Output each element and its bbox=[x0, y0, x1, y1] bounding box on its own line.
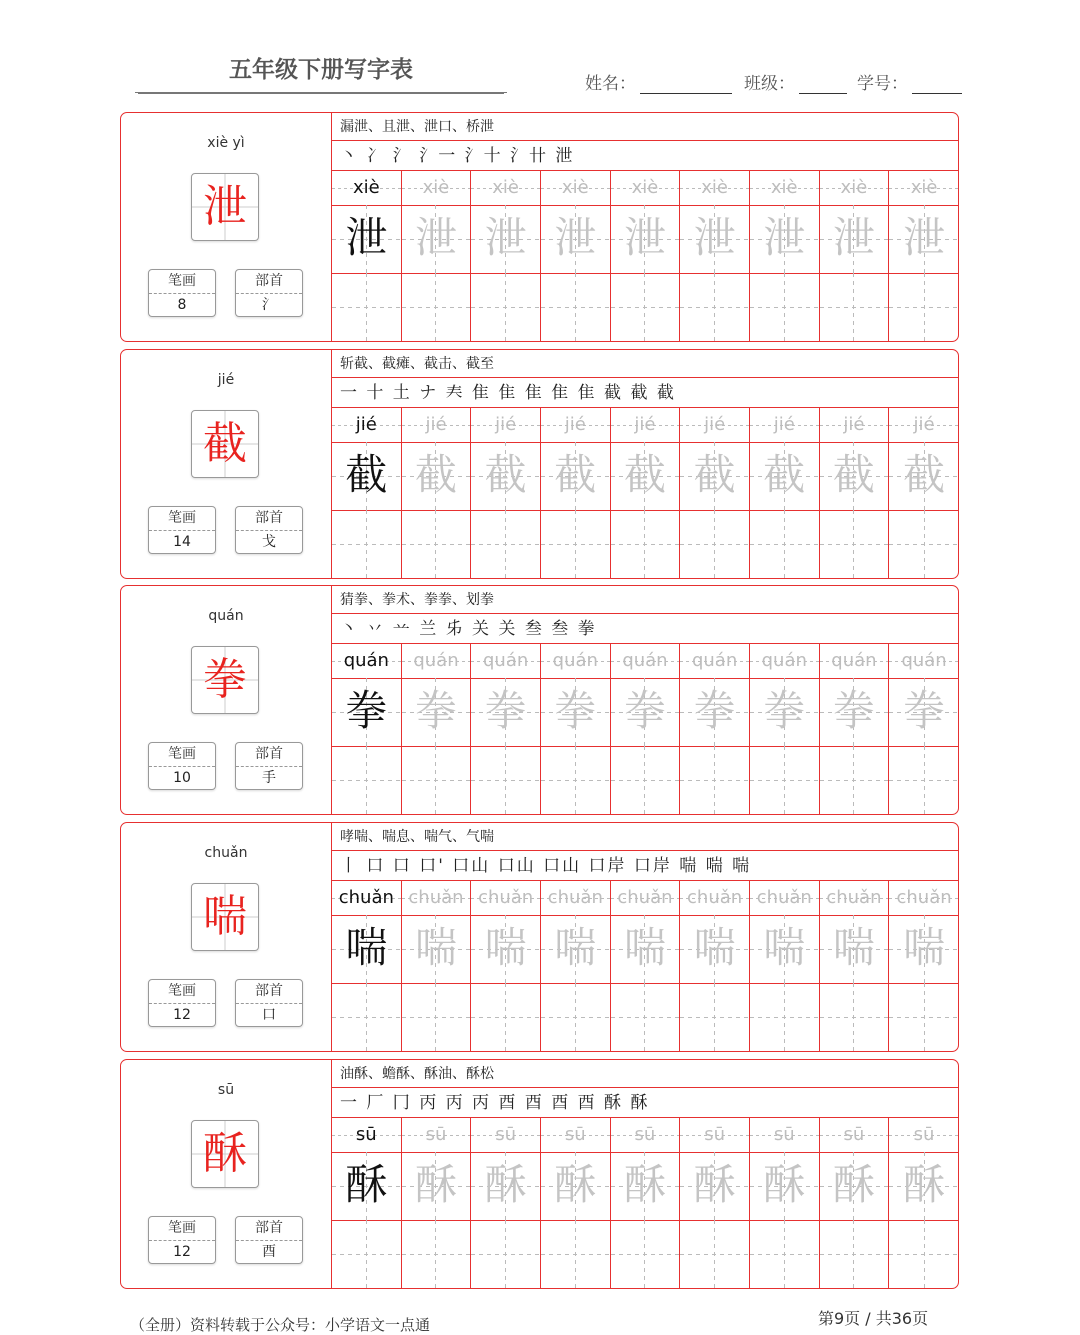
pinyin-cell[interactable]: jié bbox=[680, 408, 750, 442]
pinyin-cell[interactable]: sū bbox=[750, 1118, 820, 1152]
pinyin-cell[interactable]: chuǎn bbox=[750, 881, 820, 915]
blank-writing-cell[interactable] bbox=[820, 1220, 890, 1288]
trace-character-cell[interactable]: 酥 bbox=[820, 1152, 890, 1220]
trace-character-cell[interactable]: 拳 bbox=[402, 678, 472, 746]
blank-writing-cell[interactable] bbox=[611, 983, 681, 1051]
trace-character-cell[interactable]: 喘 bbox=[820, 915, 890, 983]
trace-character-cell[interactable]: 喘 bbox=[889, 915, 959, 983]
blank-writing-cell[interactable] bbox=[332, 746, 402, 814]
stroke-count-label: 笔画 bbox=[149, 1217, 215, 1241]
trace-character-cell[interactable]: 拳 bbox=[820, 678, 890, 746]
radical-box bbox=[235, 269, 303, 317]
pinyin-cell[interactable]: chuǎn bbox=[541, 881, 611, 915]
blank-writing-cell[interactable] bbox=[471, 1220, 541, 1288]
radical-value: 氵 bbox=[262, 297, 276, 313]
blank-writing-cell[interactable] bbox=[402, 983, 472, 1051]
blank-row bbox=[332, 510, 959, 578]
blank-writing-cell[interactable] bbox=[611, 273, 681, 341]
blank-writing-cell[interactable] bbox=[332, 273, 402, 341]
pinyin-cell[interactable]: quán bbox=[541, 644, 611, 678]
trace-character-cell[interactable]: 截 bbox=[680, 442, 750, 510]
featured-character: 酥 bbox=[191, 1120, 259, 1188]
pinyin-row bbox=[332, 171, 959, 206]
blank-writing-cell[interactable] bbox=[541, 746, 611, 814]
character-card bbox=[120, 822, 959, 1052]
trace-row bbox=[332, 1152, 959, 1221]
stroke-order: 一 十 土 ナ 𡗗 隹 隹 隹 隹 隹 截 截 截 bbox=[332, 378, 959, 408]
number-label: 学号： bbox=[857, 74, 908, 94]
featured-character: 截 bbox=[191, 410, 259, 478]
blank-writing-cell[interactable] bbox=[471, 510, 541, 578]
pinyin-cell[interactable]: quán bbox=[611, 644, 681, 678]
character-info-panel bbox=[121, 350, 331, 578]
radical-value: 口 bbox=[262, 1007, 276, 1023]
stroke-count-value: 8 bbox=[177, 297, 187, 313]
pinyin-row bbox=[332, 644, 959, 679]
trace-character-cell[interactable]: 喘 bbox=[402, 915, 472, 983]
blank-writing-cell[interactable] bbox=[680, 273, 750, 341]
class-label: 班级： bbox=[744, 74, 795, 94]
pinyin-cell[interactable]: xiè bbox=[750, 171, 820, 205]
radical-value: 戈 bbox=[262, 534, 276, 550]
blank-writing-cell[interactable] bbox=[680, 510, 750, 578]
stroke-count-label: 笔画 bbox=[149, 980, 215, 1004]
trace-character-cell[interactable]: 泄 bbox=[889, 205, 959, 273]
name-label: 姓名： bbox=[585, 74, 636, 94]
trace-character-cell[interactable]: 酥 bbox=[750, 1152, 820, 1220]
character-info-panel bbox=[121, 113, 331, 341]
pinyin-cell[interactable]: quán bbox=[402, 644, 472, 678]
radical-box bbox=[235, 979, 303, 1027]
trace-row bbox=[332, 442, 959, 511]
blank-writing-cell[interactable] bbox=[750, 273, 820, 341]
pinyin-cell[interactable]: chuǎn bbox=[332, 881, 402, 915]
footer-source: （全册）资料转载于公众号：小学语文一点通 bbox=[130, 1316, 431, 1334]
pinyin-cell[interactable]: sū bbox=[402, 1118, 472, 1152]
practice-grid-panel bbox=[331, 1060, 959, 1288]
character-card bbox=[120, 1059, 959, 1289]
pinyin-cell[interactable]: xiè bbox=[402, 171, 472, 205]
pinyin-cell[interactable]: chuǎn bbox=[889, 881, 959, 915]
character-pinyin: jié bbox=[217, 372, 235, 388]
stroke-count-box bbox=[148, 269, 216, 317]
stroke-order: 丨 口 口 口' 口山 口山 口山 口岸 口岸 喘 喘 喘 bbox=[332, 851, 959, 881]
class-field[interactable] bbox=[744, 66, 847, 94]
pinyin-cell[interactable]: jié bbox=[541, 408, 611, 442]
pinyin-cell[interactable]: quán bbox=[750, 644, 820, 678]
pinyin-cell[interactable]: chuǎn bbox=[820, 881, 890, 915]
model-character-cell[interactable]: 拳 bbox=[332, 678, 402, 746]
pinyin-cell[interactable]: jié bbox=[889, 408, 959, 442]
trace-row bbox=[332, 205, 959, 274]
model-character-cell[interactable]: 酥 bbox=[332, 1152, 402, 1220]
stroke-order: 丶 丷 䒑 兰 𠂔 关 关 叁 叁 拳 bbox=[332, 614, 959, 644]
number-blank[interactable] bbox=[912, 73, 962, 94]
pinyin-cell[interactable]: xiè bbox=[541, 171, 611, 205]
trace-character-cell[interactable]: 酥 bbox=[611, 1152, 681, 1220]
stroke-count-box bbox=[148, 506, 216, 554]
trace-character-cell[interactable]: 截 bbox=[750, 442, 820, 510]
blank-writing-cell[interactable] bbox=[680, 746, 750, 814]
blank-writing-cell[interactable] bbox=[820, 983, 890, 1051]
pinyin-cell[interactable]: quán bbox=[680, 644, 750, 678]
trace-character-cell[interactable]: 拳 bbox=[541, 678, 611, 746]
blank-writing-cell[interactable] bbox=[611, 510, 681, 578]
pinyin-cell[interactable]: sū bbox=[332, 1118, 402, 1152]
blank-writing-cell[interactable] bbox=[750, 510, 820, 578]
blank-writing-cell[interactable] bbox=[402, 746, 472, 814]
trace-character-cell[interactable]: 酥 bbox=[889, 1152, 959, 1220]
trace-character-cell[interactable]: 拳 bbox=[680, 678, 750, 746]
trace-character-cell[interactable]: 酥 bbox=[541, 1152, 611, 1220]
trace-character-cell[interactable]: 酥 bbox=[680, 1152, 750, 1220]
blank-writing-cell[interactable] bbox=[889, 510, 959, 578]
trace-character-cell[interactable]: 拳 bbox=[889, 678, 959, 746]
pinyin-cell[interactable]: quán bbox=[889, 644, 959, 678]
stroke-count-value: 14 bbox=[173, 534, 191, 550]
trace-character-cell[interactable]: 泄 bbox=[402, 205, 472, 273]
trace-character-cell[interactable]: 泄 bbox=[471, 205, 541, 273]
character-card bbox=[120, 349, 959, 579]
character-card bbox=[120, 585, 959, 815]
blank-writing-cell[interactable] bbox=[750, 746, 820, 814]
blank-writing-cell[interactable] bbox=[611, 1220, 681, 1288]
pinyin-cell[interactable]: xiè bbox=[889, 171, 959, 205]
blank-writing-cell[interactable] bbox=[889, 746, 959, 814]
trace-character-cell[interactable]: 拳 bbox=[750, 678, 820, 746]
radical-box bbox=[235, 1216, 303, 1264]
blank-row bbox=[332, 983, 959, 1051]
blank-writing-cell[interactable] bbox=[889, 983, 959, 1051]
radical-label: 部首 bbox=[236, 743, 302, 767]
stroke-count-box bbox=[148, 979, 216, 1027]
character-pinyin: quán bbox=[208, 608, 244, 624]
example-words: 猜拳、拳术、拳拳、划拳 bbox=[332, 586, 959, 614]
trace-character-cell[interactable]: 截 bbox=[611, 442, 681, 510]
radical-label: 部首 bbox=[236, 507, 302, 531]
model-character-cell[interactable]: 泄 bbox=[332, 205, 402, 273]
blank-writing-cell[interactable] bbox=[541, 1220, 611, 1288]
trace-row bbox=[332, 678, 959, 747]
blank-writing-cell[interactable] bbox=[611, 746, 681, 814]
blank-writing-cell[interactable] bbox=[541, 273, 611, 341]
blank-writing-cell[interactable] bbox=[680, 983, 750, 1051]
pinyin-cell[interactable]: xiè bbox=[471, 171, 541, 205]
trace-character-cell[interactable]: 截 bbox=[402, 442, 472, 510]
page-header bbox=[0, 0, 1080, 110]
radical-label: 部首 bbox=[236, 1217, 302, 1241]
stroke-count-value: 12 bbox=[173, 1007, 191, 1023]
trace-character-cell[interactable]: 截 bbox=[889, 442, 959, 510]
example-words: 油酥、蟾酥、酥油、酥松 bbox=[332, 1060, 959, 1088]
pinyin-cell[interactable]: chuǎn bbox=[680, 881, 750, 915]
practice-grid-panel bbox=[331, 586, 959, 814]
blank-writing-cell[interactable] bbox=[889, 273, 959, 341]
blank-writing-cell[interactable] bbox=[332, 1220, 402, 1288]
radical-label: 部首 bbox=[236, 980, 302, 1004]
practice-grid-panel bbox=[331, 350, 959, 578]
trace-character-cell[interactable]: 截 bbox=[541, 442, 611, 510]
trace-character-cell[interactable]: 喘 bbox=[680, 915, 750, 983]
trace-character-cell[interactable]: 酥 bbox=[402, 1152, 472, 1220]
blank-writing-cell[interactable] bbox=[332, 510, 402, 578]
trace-character-cell[interactable]: 酥 bbox=[471, 1152, 541, 1220]
example-words: 斩截、截瘫、截击、截至 bbox=[332, 350, 959, 378]
character-info-panel bbox=[121, 586, 331, 814]
pinyin-cell[interactable]: sū bbox=[471, 1118, 541, 1152]
stroke-count-label: 笔画 bbox=[149, 743, 215, 767]
class-blank[interactable] bbox=[799, 73, 847, 94]
blank-writing-cell[interactable] bbox=[471, 273, 541, 341]
trace-character-cell[interactable]: 泄 bbox=[541, 205, 611, 273]
model-character-cell[interactable]: 喘 bbox=[332, 915, 402, 983]
blank-writing-cell[interactable] bbox=[889, 1220, 959, 1288]
pinyin-cell[interactable]: jié bbox=[750, 408, 820, 442]
trace-character-cell[interactable]: 泄 bbox=[611, 205, 681, 273]
pinyin-cell[interactable]: xiè bbox=[680, 171, 750, 205]
pinyin-cell[interactable]: chuǎn bbox=[402, 881, 472, 915]
practice-grid-panel bbox=[331, 823, 959, 1051]
pinyin-cell[interactable]: xiè bbox=[611, 171, 681, 205]
stroke-count-box bbox=[148, 742, 216, 790]
page-number: 第9页 / 共36页 bbox=[818, 1309, 929, 1328]
pinyin-cell[interactable]: jié bbox=[471, 408, 541, 442]
example-words: 漏泄、且泄、泄口、桥泄 bbox=[332, 113, 959, 141]
page-title: 五年级下册写字表 bbox=[135, 52, 507, 93]
pinyin-cell[interactable]: chuǎn bbox=[611, 881, 681, 915]
pinyin-cell[interactable]: xiè bbox=[332, 171, 402, 205]
trace-character-cell[interactable]: 泄 bbox=[820, 205, 890, 273]
blank-writing-cell[interactable] bbox=[471, 983, 541, 1051]
blank-writing-cell[interactable] bbox=[750, 983, 820, 1051]
radical-value: 手 bbox=[262, 770, 276, 786]
radical-box bbox=[235, 506, 303, 554]
pinyin-row bbox=[332, 881, 959, 916]
blank-writing-cell[interactable] bbox=[820, 273, 890, 341]
blank-writing-cell[interactable] bbox=[750, 1220, 820, 1288]
blank-row bbox=[332, 1220, 959, 1288]
pinyin-cell[interactable]: xiè bbox=[820, 171, 890, 205]
practice-grid-panel bbox=[331, 113, 959, 341]
stroke-count-label: 笔画 bbox=[149, 507, 215, 531]
stroke-order: 一 厂 冂 丙 丙 丙 酉 酉 酉 酉 酥 酥 bbox=[332, 1088, 959, 1118]
character-pinyin: xiè yì bbox=[207, 135, 245, 151]
name-field[interactable] bbox=[585, 66, 732, 94]
blank-writing-cell[interactable] bbox=[541, 510, 611, 578]
trace-character-cell[interactable]: 泄 bbox=[750, 205, 820, 273]
character-pinyin: chuǎn bbox=[204, 845, 248, 861]
featured-character: 拳 bbox=[191, 646, 259, 714]
trace-character-cell[interactable]: 喘 bbox=[750, 915, 820, 983]
pinyin-cell[interactable]: sū bbox=[820, 1118, 890, 1152]
trace-character-cell[interactable]: 拳 bbox=[611, 678, 681, 746]
trace-character-cell[interactable]: 截 bbox=[471, 442, 541, 510]
blank-writing-cell[interactable] bbox=[402, 273, 472, 341]
character-info-panel bbox=[121, 823, 331, 1051]
model-character-cell[interactable]: 截 bbox=[332, 442, 402, 510]
pinyin-cell[interactable]: sū bbox=[889, 1118, 959, 1152]
blank-writing-cell[interactable] bbox=[541, 983, 611, 1051]
pinyin-cell[interactable]: jié bbox=[611, 408, 681, 442]
stroke-count-value: 12 bbox=[173, 1244, 191, 1260]
pinyin-row bbox=[332, 408, 959, 443]
blank-writing-cell[interactable] bbox=[332, 983, 402, 1051]
blank-row bbox=[332, 746, 959, 814]
stroke-count-box bbox=[148, 1216, 216, 1264]
pinyin-row bbox=[332, 1118, 959, 1153]
blank-writing-cell[interactable] bbox=[471, 746, 541, 814]
pinyin-cell[interactable]: sū bbox=[611, 1118, 681, 1152]
pinyin-cell[interactable]: sū bbox=[541, 1118, 611, 1152]
character-info-panel bbox=[121, 1060, 331, 1288]
blank-writing-cell[interactable] bbox=[402, 1220, 472, 1288]
blank-writing-cell[interactable] bbox=[402, 510, 472, 578]
stroke-count-label: 笔画 bbox=[149, 270, 215, 294]
pinyin-cell[interactable]: jié bbox=[820, 408, 890, 442]
featured-character: 喘 bbox=[191, 883, 259, 951]
blank-row bbox=[332, 273, 959, 341]
pinyin-cell[interactable]: quán bbox=[332, 644, 402, 678]
page-footer bbox=[0, 1304, 1080, 1334]
radical-box bbox=[235, 742, 303, 790]
stroke-order: 丶 冫 氵 氵一 氵十 氵卄 泄 bbox=[332, 141, 959, 171]
character-card bbox=[120, 112, 959, 342]
trace-character-cell[interactable]: 喘 bbox=[611, 915, 681, 983]
trace-character-cell[interactable]: 喘 bbox=[541, 915, 611, 983]
pinyin-cell[interactable]: sū bbox=[680, 1118, 750, 1152]
trace-character-cell[interactable]: 拳 bbox=[471, 678, 541, 746]
trace-character-cell[interactable]: 截 bbox=[820, 442, 890, 510]
pinyin-cell[interactable]: jié bbox=[332, 408, 402, 442]
character-pinyin: sū bbox=[217, 1082, 235, 1098]
radical-label: 部首 bbox=[236, 270, 302, 294]
featured-character: 泄 bbox=[191, 173, 259, 241]
trace-character-cell[interactable]: 喘 bbox=[471, 915, 541, 983]
trace-character-cell[interactable]: 泄 bbox=[680, 205, 750, 273]
example-words: 哮喘、喘息、喘气、气喘 bbox=[332, 823, 959, 851]
blank-writing-cell[interactable] bbox=[820, 746, 890, 814]
blank-writing-cell[interactable] bbox=[820, 510, 890, 578]
name-blank[interactable] bbox=[640, 73, 732, 94]
pinyin-cell[interactable]: chuǎn bbox=[471, 881, 541, 915]
stroke-count-value: 10 bbox=[173, 770, 191, 786]
pinyin-cell[interactable]: quán bbox=[471, 644, 541, 678]
blank-writing-cell[interactable] bbox=[680, 1220, 750, 1288]
trace-row bbox=[332, 915, 959, 984]
pinyin-cell[interactable]: quán bbox=[820, 644, 890, 678]
number-field[interactable] bbox=[857, 66, 962, 94]
pinyin-cell[interactable]: jié bbox=[402, 408, 472, 442]
radical-value: 酉 bbox=[262, 1244, 276, 1260]
